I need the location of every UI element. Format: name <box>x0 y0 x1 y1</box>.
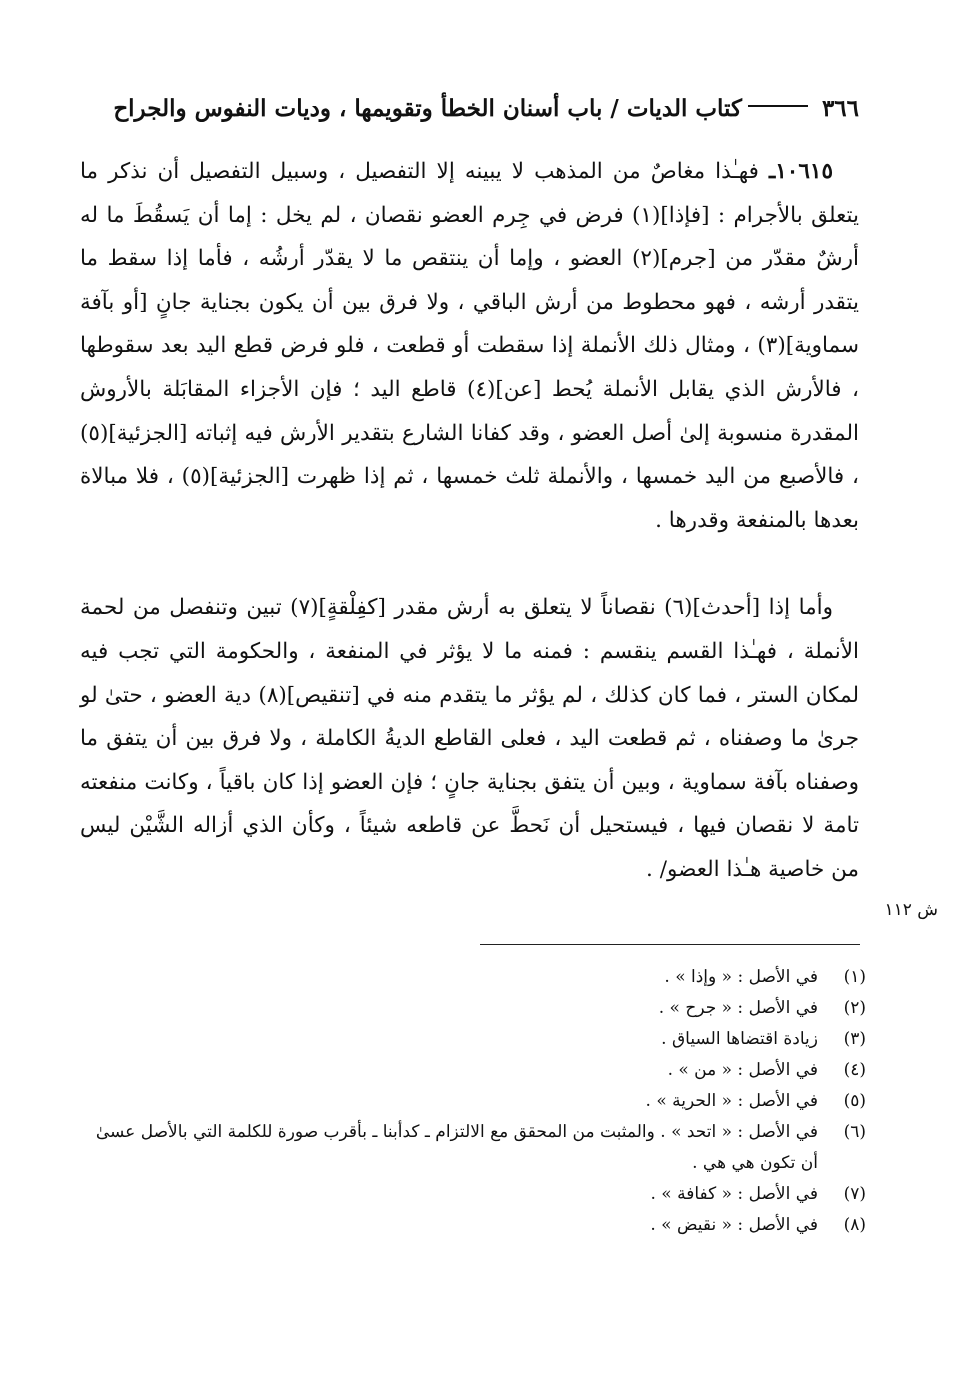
main-text <box>80 150 859 892</box>
footnote-number: (٢) <box>843 998 866 1018</box>
running-header <box>70 88 859 128</box>
footnote-text: في الأصل : « نقيض » . <box>650 1215 818 1235</box>
footnote <box>80 1210 866 1241</box>
footnote-number: (٣) <box>843 1029 866 1049</box>
header-dash <box>748 105 808 107</box>
footnote <box>80 962 866 993</box>
footnote-text: في الأصل : « جرح » . <box>658 998 818 1018</box>
footnote-text: زيادة اقتضاها السياق . <box>661 1029 818 1049</box>
footnote <box>80 1055 866 1086</box>
footnote <box>80 1117 866 1179</box>
footnote <box>80 993 866 1024</box>
footnote-number: (٥) <box>843 1091 866 1111</box>
footnotes-list <box>80 962 866 1241</box>
header-title: كتاب الديات / باب أسنان الخطأ وتقويمها ، وديات النفوس والجراح <box>113 94 742 122</box>
paragraph-number: ١٠٦١٥ـ <box>768 159 833 184</box>
footnote-number: (٨) <box>843 1215 866 1235</box>
footnote-text: في الأصل : « وإذا » . <box>664 967 818 987</box>
footnote-text: في الأصل : « كفافة » . <box>650 1184 818 1204</box>
footnote-text: في الأصل : « الحرية » . <box>645 1091 818 1111</box>
footnote <box>80 1086 866 1117</box>
footnote <box>80 1179 866 1210</box>
footnote-text: في الأصل : « اتحد » . والمثبت من المحقق مع الالتزام ـ كدأبنا ـ بأقرب صورة للكلمة التي بالأصل عسىٰ أن تكون هي هي . <box>95 1122 818 1173</box>
page-number: ٣٦٦ <box>821 94 859 122</box>
footnote-number: (١) <box>843 967 866 987</box>
paragraph-2: وأما إذا [أحدث](٦) نقصاناً لا يتعلق به أرش مقدر [كفِلْقةٍ](٧) تبين وتنفصل من لحمة الأنملة ، فهـٰذا القسم ينقسم : فمنه ما لا يؤثر في المنفعة ، والحكومة التي تجب فيه لمكان الستر ، فما كان كذلك ، لم يؤثر ما يتقدم منه في [تنقيص](٨) دية العضو ، حتىٰ لو جرىٰ ما وصفناه ، ثم قطعت اليد ، فعلى القاطع الديةُ الكاملة ، ولا فرق بين أن يتفق ما وصفناه بآفة سماوية ، وبين أن يتفق بجناية جانٍ ؛ فإن العضو إذا كان باقياً ، وكانت منفعته تامة لا نقصان فيها ، فيستحيل أن نَحطَّ عن قاطعه شيئاً ، وكأن الذي أزاله الشَّيْن ليس من خاصية هـٰذا العضو/ . <box>80 595 860 882</box>
footnote-number: (٤) <box>843 1060 866 1080</box>
paragraph-1-text: فهـٰذا مغاصٌ من المذهب لا يبينه إلا التفصيل ، وسبيل التفصيل أن نذكر ما يتعلق بالأجرام : [فإذا](١) فرض في جِرم العضو نقصان ، لم يخل : إما أن يَسقُطَ ما له أرشٌ مقدّر من [جرم](٢) العضو ، وإما أن ينتقص ما لا يقدّر أرشُه ، فأما إذا سقط ما يتقدر أرشه ، فهو محطوط من أرش الباقي ، ولا فرق بين أن يكون بجناية جانٍ [أو بآفة سماوية](٣) ، ومثال ذلك الأنملة إذا سقطت أو قطعت ، فلو فرض قطع اليد بعد سقوطها ، فالأرش الذي يقابل الأنملة يُحط [عن](٤) قاطع اليد ؛ فإن الأجزاء المقابَلة بالأروش المقدرة منسوبة إلىٰ أصل العضو ، وقد كفانا الشارع بتقدير الأرش فيه إثباته [الجزئية](٥) ، فالأصبع من اليد خمسها ، والأنملة ثلث خمسها ، ثم إذا ظهرت [الجزئية](٥) ، فلا مبالاة بعدها بالمنفعة وقدرها . <box>80 159 859 533</box>
paragraph-1 <box>80 150 859 542</box>
footnote-text: في الأصل : « من » . <box>667 1060 818 1080</box>
manuscript-folio-note: ش ١١٢ <box>884 900 938 920</box>
footnote-number: (٦) <box>843 1122 866 1142</box>
footnote-separator <box>480 944 860 945</box>
footnote-number: (٧) <box>843 1184 866 1204</box>
footnote <box>80 1024 866 1055</box>
